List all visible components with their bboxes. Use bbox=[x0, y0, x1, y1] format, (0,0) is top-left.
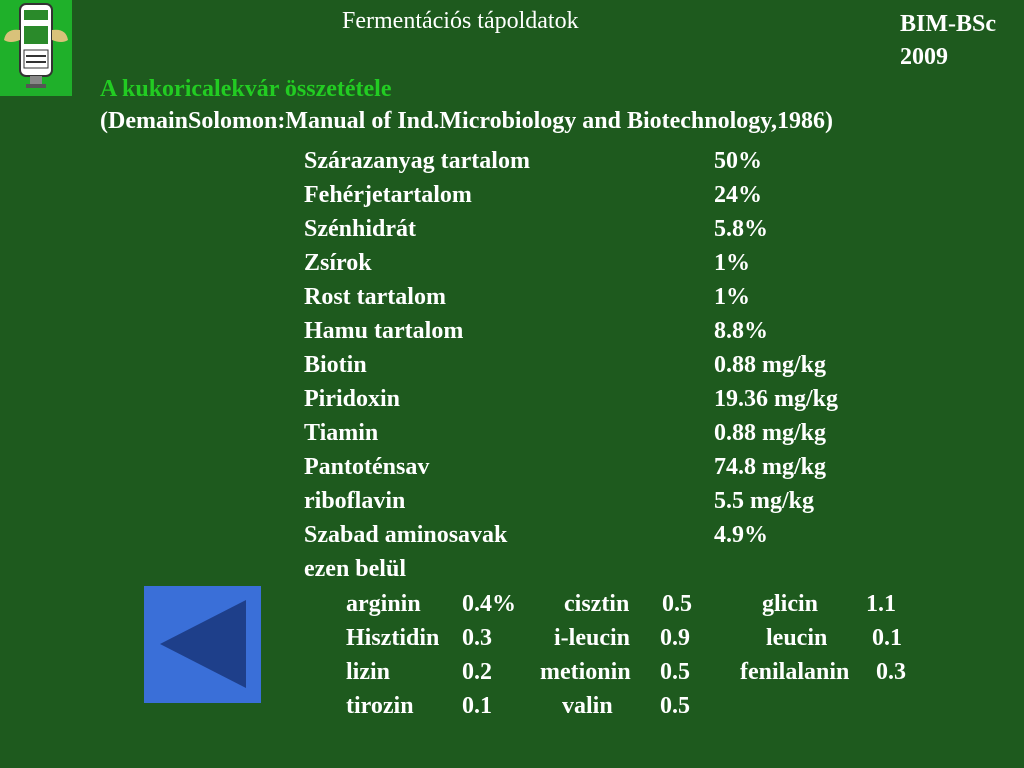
amino-value: 1.1 bbox=[866, 591, 896, 617]
amino-name: leucin bbox=[766, 625, 828, 651]
amino-value: 0.2 bbox=[462, 659, 492, 685]
composition-value: 8.8% bbox=[714, 318, 768, 344]
section-heading: A kukoricalekvár összetétele bbox=[100, 76, 392, 102]
amino-acid-table bbox=[346, 587, 946, 723]
composition-name: ezen belül bbox=[304, 556, 406, 582]
composition-value: 5.8% bbox=[714, 216, 768, 242]
amino-name: arginin bbox=[346, 591, 421, 617]
amino-value: 0.9 bbox=[660, 625, 690, 651]
amino-name: valin bbox=[562, 693, 613, 719]
composition-value: 19.36 mg/kg bbox=[714, 386, 839, 412]
composition-name: Biotin bbox=[304, 352, 367, 378]
bioreactor-logo-icon bbox=[0, 0, 72, 96]
composition-value: 5.5 mg/kg bbox=[714, 488, 815, 514]
amino-row bbox=[346, 655, 946, 689]
amino-value: 0.5 bbox=[660, 659, 690, 685]
amino-name: i-leucin bbox=[554, 625, 630, 651]
amino-name: metionin bbox=[540, 659, 631, 685]
source-reference: (DemainSolomon:Manual of Ind.Microbiology and Biotechnology,1986) bbox=[100, 108, 833, 134]
course-name: BIM-BSc bbox=[900, 11, 996, 37]
composition-name: Szénhidrát bbox=[304, 216, 417, 242]
amino-row bbox=[346, 587, 946, 621]
amino-value: 0.5 bbox=[662, 591, 692, 617]
composition-value: 74.8 mg/kg bbox=[714, 454, 827, 480]
amino-row bbox=[346, 689, 946, 723]
composition-value: 4.9% bbox=[714, 522, 768, 548]
slide-title: Fermentációs tápoldatok bbox=[342, 8, 579, 34]
amino-name: glicin bbox=[762, 591, 819, 617]
composition-name: Rost tartalom bbox=[304, 284, 446, 310]
composition-value: 1% bbox=[714, 250, 750, 276]
composition-value: 24% bbox=[714, 182, 762, 208]
composition-name: Pantoténsav bbox=[304, 454, 430, 480]
amino-name: cisztin bbox=[564, 591, 630, 617]
composition-name: Szárazanyag tartalom bbox=[304, 148, 530, 174]
amino-name: fenilalanin bbox=[740, 659, 850, 685]
back-button[interactable] bbox=[144, 586, 261, 703]
composition-name: Zsírok bbox=[304, 250, 372, 276]
composition-name: Fehérjetartalom bbox=[304, 182, 472, 208]
composition-value: 50% bbox=[714, 148, 762, 174]
amino-value: 0.4% bbox=[462, 591, 516, 617]
composition-value: 0.88 mg/kg bbox=[714, 420, 827, 446]
course-year: 2009 bbox=[900, 44, 948, 70]
composition-value: 0.88 mg/kg bbox=[714, 352, 827, 378]
amino-name: tirozin bbox=[346, 693, 414, 719]
composition-name: riboflavin bbox=[304, 488, 406, 514]
amino-value: 0.3 bbox=[876, 659, 906, 685]
amino-value: 0.3 bbox=[462, 625, 492, 651]
composition-name: Tiamin bbox=[304, 420, 379, 446]
amino-value: 0.5 bbox=[660, 693, 690, 719]
amino-value: 0.1 bbox=[462, 693, 492, 719]
amino-value: 0.1 bbox=[872, 625, 902, 651]
composition-name: Szabad aminosavak bbox=[304, 522, 508, 548]
amino-name: lizin bbox=[346, 659, 391, 685]
back-arrow-icon bbox=[144, 586, 261, 703]
composition-name: Piridoxin bbox=[304, 386, 401, 412]
amino-row bbox=[346, 621, 946, 655]
composition-name: Hamu tartalom bbox=[304, 318, 464, 344]
amino-name: Hisztidin bbox=[346, 625, 440, 651]
course-label bbox=[900, 8, 996, 74]
composition-value: 1% bbox=[714, 284, 750, 310]
